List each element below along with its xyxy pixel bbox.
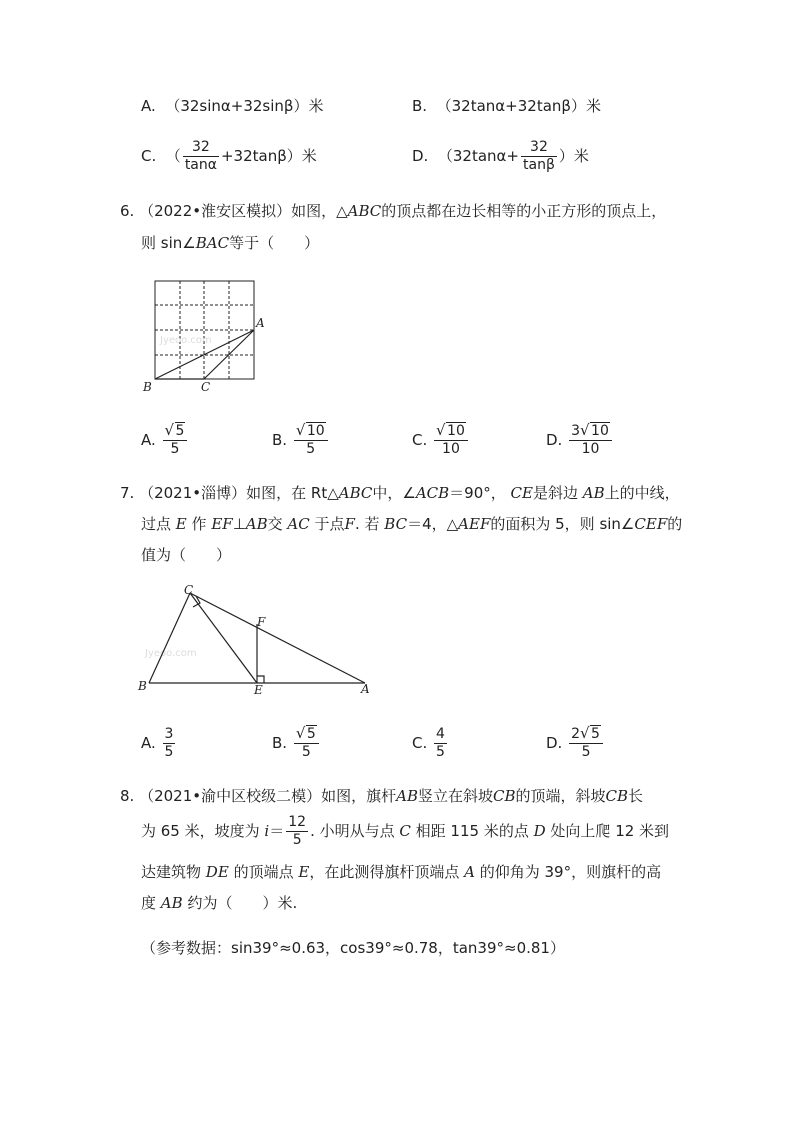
q8-stem-line4: 度 AB 约为（ ）米.: [141, 894, 298, 912]
q6-grid-figure: [140, 275, 280, 395]
point-c-label: C: [184, 583, 194, 597]
fraction: √ 10 10: [434, 423, 468, 458]
q6-stem-line2: 则 sin∠BAC等于（ ）: [141, 234, 320, 252]
q7-triangle-figure: [135, 580, 380, 698]
q8-stem-line1: 8. （2021•渝中区校级二模）如图，旗杆AB竖立在斜坡CB的顶端，斜坡CB长: [120, 787, 644, 805]
q7-option-a: A. $\frac{3}{5}$: [141, 726, 174, 760]
point-f-label: F: [257, 615, 266, 629]
sqrt: √ 5: [580, 724, 600, 742]
fraction: √ 10 5: [294, 423, 328, 458]
point-b-label: B: [138, 679, 147, 693]
q6-option-c: C. √ 10 10: [412, 423, 470, 458]
watermark: Jyeoo.com: [160, 335, 212, 346]
point-b-label: B: [143, 380, 152, 394]
q7-stem-line1: 7. （2021•淄博）如图，在 Rt△ABC中，∠ACB＝90°， CE是斜边 AB上的中线，: [120, 484, 680, 502]
fraction: 3 √ 10 10: [569, 423, 612, 458]
watermark: Jyeoo.com: [145, 648, 197, 659]
q8-stem-line2: 为 65 米，坡度为 i＝ $\frac{12}{5}$ . 小明从与点 C 相距 115 米的点 D 处向上爬 12 米到: [141, 814, 670, 848]
point-e-label: E: [254, 683, 263, 697]
q6-option-b: B. √ 10 5: [272, 423, 330, 458]
sqrt: √ 10: [436, 421, 465, 439]
point-a-label: A: [256, 316, 265, 330]
q8-reference-data: （参考数据：sin39°≈0.63，cos39°≈0.78，tan39°≈0.81）: [141, 939, 565, 957]
q6-option-d: D. 3 √ 10 10: [546, 423, 614, 458]
q7-option-b: B. √ 5 5: [272, 726, 321, 761]
q5-option-d: D. （32tanα+ $\frac{32}{\tan\beta}$ ）米: [412, 139, 589, 173]
q6-stem-line1: 6. （2022•淮安区模拟）如图，△ABC的顶点都在边长相等的小正方形的顶点上，: [120, 202, 667, 220]
fraction: $\frac{32}{\tan\beta}$: [523, 139, 555, 173]
fraction: 2 √ 5 5: [569, 726, 603, 761]
point-c-label: C: [201, 380, 211, 394]
q7-stem-line2: 过点 E 作 EF⊥AB交 AC 于点F. 若 BC＝4，△AEF的面积为 5，则 sin∠CEF的: [141, 515, 683, 533]
fraction: $\frac{32}{\tan\alpha}$: [184, 139, 217, 173]
fraction: √ 5 5: [294, 726, 319, 761]
sqrt: √ 10: [580, 421, 609, 439]
q8-stem-line3: 达建筑物 DE 的顶端点 E，在此测得旗杆顶端点 A 的仰角为 39°，则旗杆的高: [141, 863, 662, 881]
q5-option-a: A. （32sinα+32sinβ）米: [141, 97, 324, 115]
sqrt: √ 5: [164, 421, 185, 439]
sqrt: √ 10: [295, 421, 325, 439]
fraction: $\frac{4}{5}$: [436, 726, 445, 760]
q7-stem-line3: 值为（ ）: [141, 546, 232, 564]
fraction: $\frac{3}{5}$: [164, 726, 174, 760]
point-a-label: A: [361, 682, 370, 696]
q5-option-c: C. （ $\frac{32}{\tan\alpha}$ +32tanβ）米: [141, 139, 317, 173]
q6-option-a: A. √ 5 5: [141, 423, 189, 458]
fraction: $\frac{12}{5}$: [288, 814, 307, 848]
sqrt: √ 5: [295, 724, 316, 742]
q5-option-b: B. （32tanα+32tanβ）米: [412, 97, 601, 115]
fraction: √ 5 5: [163, 423, 188, 458]
q7-option-d: D. 2 √ 5 5: [546, 726, 605, 761]
q7-option-c: C. $\frac{4}{5}$: [412, 726, 445, 760]
